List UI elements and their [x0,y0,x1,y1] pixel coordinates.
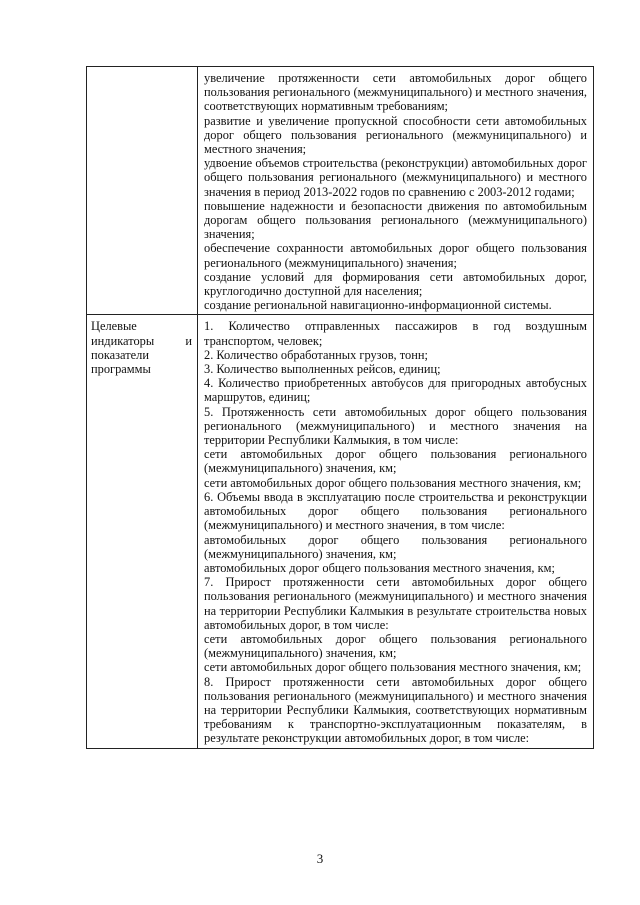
indicator-item: сети автомобильных дорог общего пользования регионального (межмуниципального) значения, км; [204,447,587,476]
goal-item: обеспечение сохранности автомобильных дорог общего пользования регионального (межмуниципального) значения; [204,241,587,270]
indicator-item: 7. Прирост протяженности сети автомобильных дорог общего пользования регионального (межмуниципального) и местного значения на территории Республики Калмыкия в результате строительства новых автомобильных дорог, в том числе: [204,575,587,632]
goal-item: создание условий для формирования сети автомобильных дорог, круглогодично доступной для населения; [204,269,587,299]
goal-item: удвоение объемов строительства (реконструкции) автомобильных дорог общего пользования регионального (межмуниципального) и местного значения в период 2013-2022 годов по сравнению с 2003-2012 годами; [204,156,587,199]
indicator-item: сети автомобильных дорог общего пользования регионального (межмуниципального) значения, км; [204,631,587,661]
indicators-content-cell [198,315,594,748]
indicators-label-cell [87,315,198,748]
indicator-item: автомобильных дорог общего пользования местного значения, км; [204,560,555,575]
indicator-item: сети автомобильных дорог общего пользования местного значения, км; [204,660,582,675]
goals-label-cell [87,67,198,315]
program-passport-table [86,66,594,749]
table-row-indicators [87,315,594,748]
goal-item: увеличение протяженности сети автомобильных дорог общего пользования регионального (межмуниципального) и местного значения, соответствующих нормативным требованиям; [204,71,587,114]
indicator-item: 3. Количество выполненных рейсов, единиц; [204,362,441,377]
indicator-item: сети автомобильных дорог общего пользования местного значения, км; [204,475,582,490]
indicator-item: 5. Протяженность сети автомобильных дорог общего пользования регионального (межмуниципального) и местного значения на территории Республики Калмыкия, в том числе: [204,404,587,448]
goal-item: развитие и увеличение пропускной способности сети автомобильных дорог общего пользования регионального (межмуниципального) и местного значения; [204,113,587,157]
goal-item: создание региональной навигационно-информационной системы. [204,298,552,313]
indicator-item: автомобильных дорог общего пользования регионального (межмуниципального) значения, км; [204,532,587,561]
indicator-item: 8. Прирост протяженности сети автомобильных дорог общего пользования регионального (межмуниципального) и местного значения на территории Республики Калмыкия, соответствующих нормативным требованиям к транспортно-эксплуатационным показателям, в результате реконструкции автомобильных дорог, в том числе: [204,674,587,746]
page-number: 3 [316,851,324,866]
indicators-label-line: программы [91,362,151,377]
indicator-item: 1. Количество отправленных пассажиров в год воздушным транспортом, человек; [204,319,587,348]
goals-content-cell [198,67,594,315]
indicators-label-line: индикаторы и [91,333,192,348]
table-row-goals [87,67,594,315]
indicators-label-line: Целевые [91,319,137,334]
indicator-item: 4. Количество приобретенных автобусов для пригородных автобусных маршрутов, единиц; [204,376,587,405]
indicator-item: 6. Объемы ввода в эксплуатацию после строительства и реконструкции автомобильных дорог общего пользования регионального (межмуниципального) и местного значения, в том числе: [204,489,587,533]
indicators-label-line: показатели [91,347,149,362]
indicator-item: 2. Количество обработанных грузов, тонн; [204,347,428,362]
goal-item: повышение надежности и безопасности движения по автомобильным дорогам общего пользования регионального (межмуниципального) значения; [204,198,587,242]
